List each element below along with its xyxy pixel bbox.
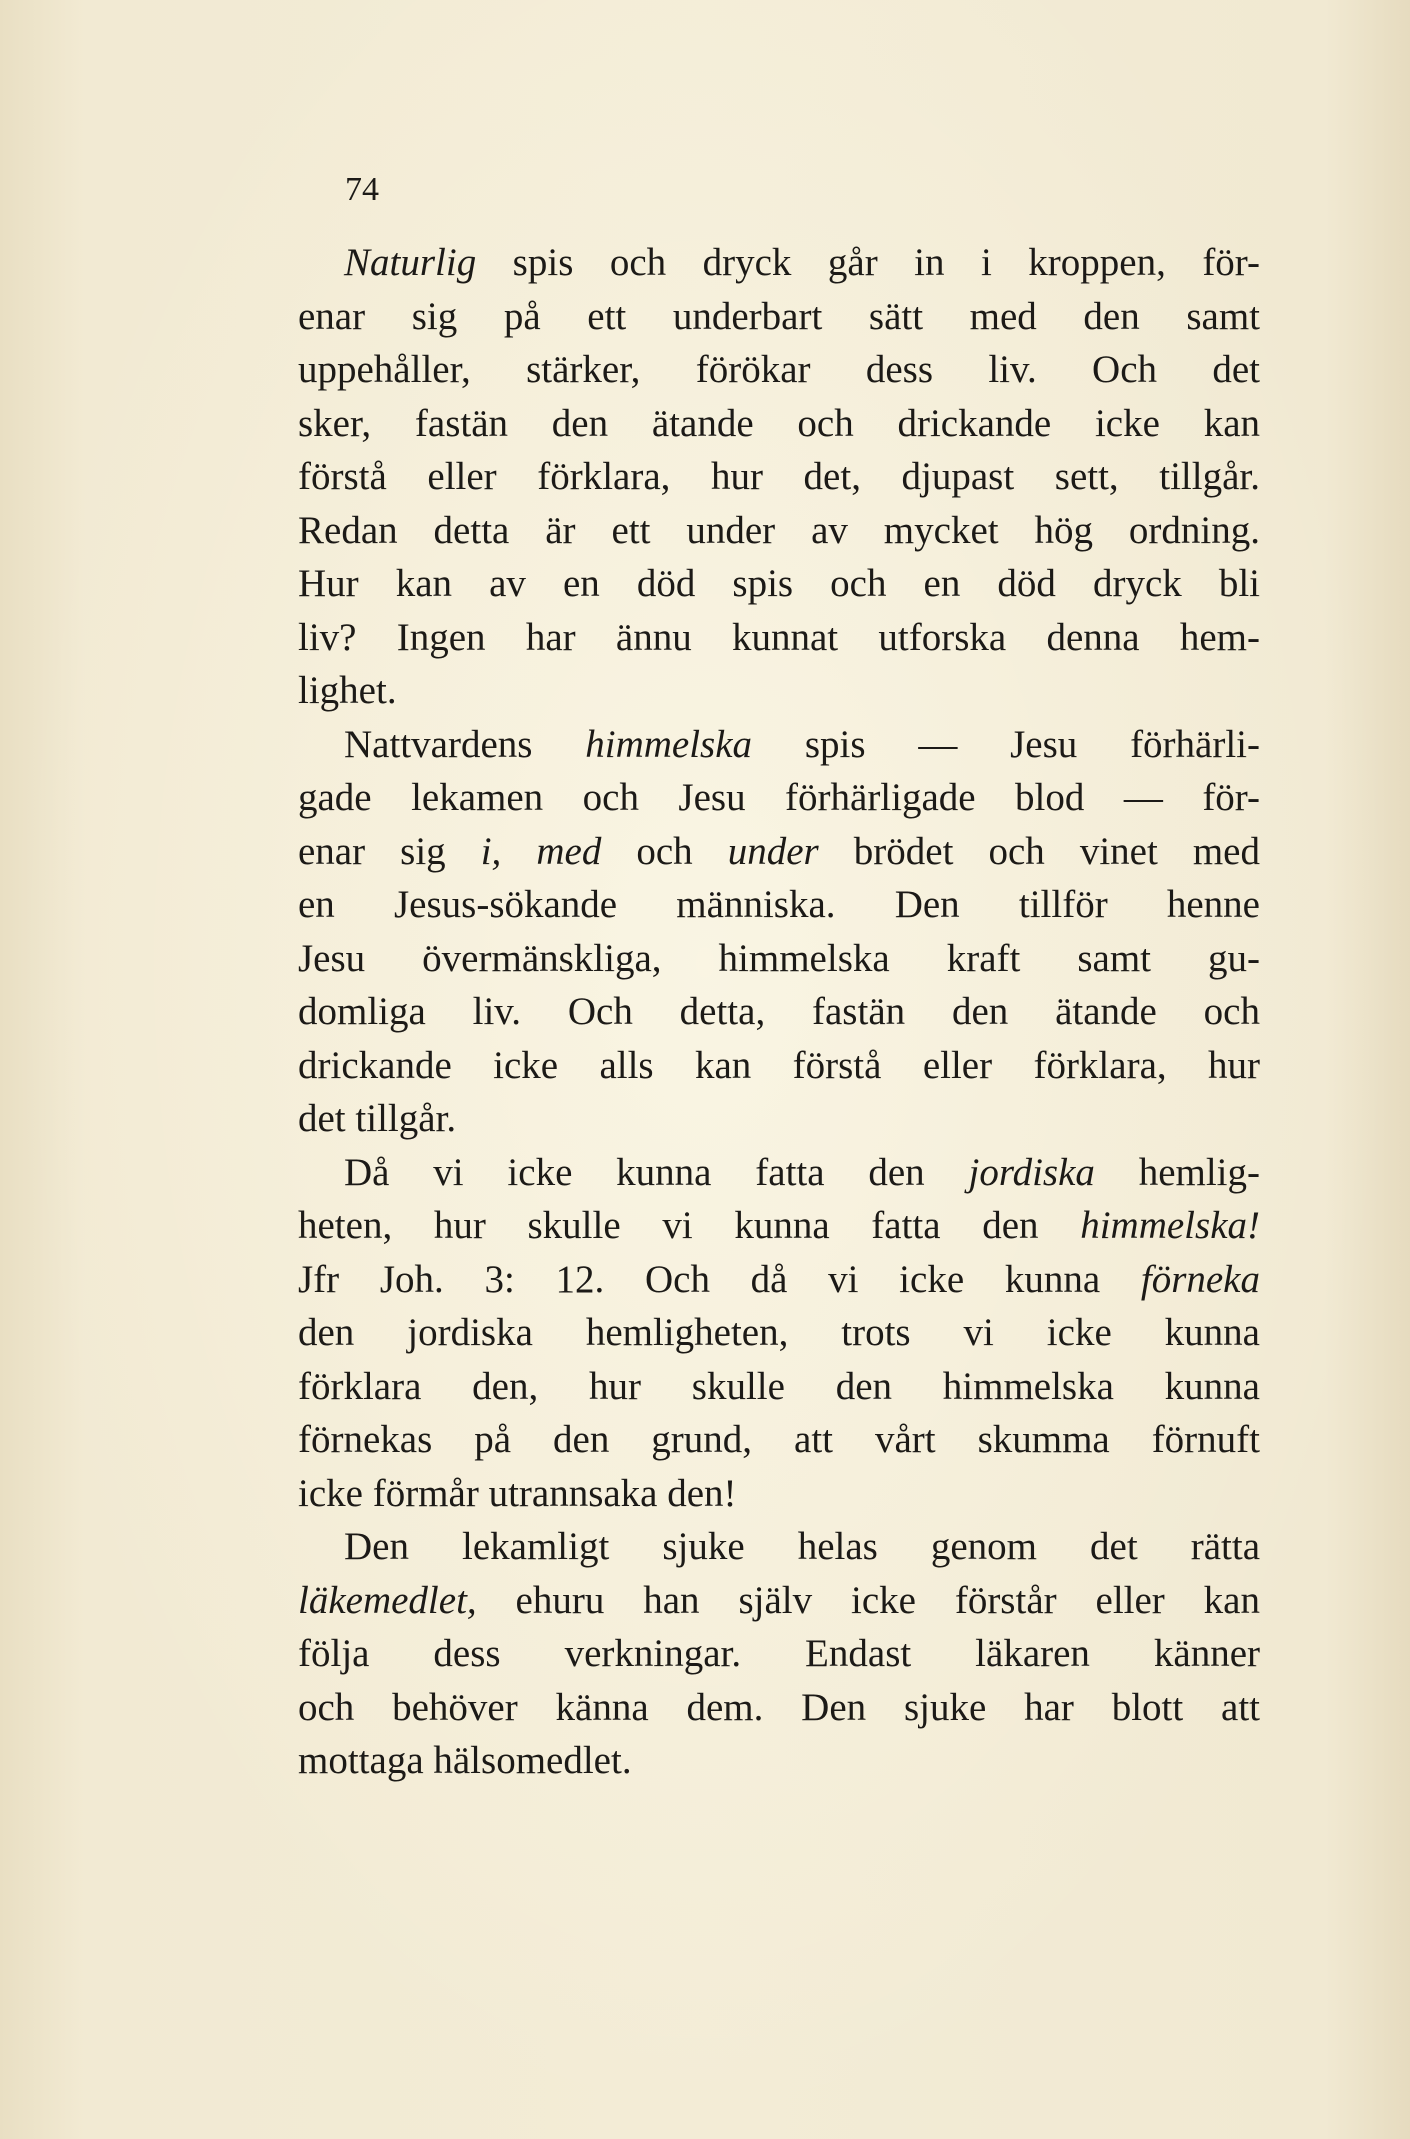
text-run: spis och dryck går in i kroppen, för- bbox=[476, 241, 1260, 284]
text-line bbox=[298, 611, 1260, 665]
text-run: enar sig på ett underbart sätt med den samt bbox=[298, 294, 1260, 338]
text-line bbox=[298, 932, 1260, 986]
text-run: Hur kan av en död spis och en död dryck bli bbox=[298, 562, 1260, 605]
text-line bbox=[298, 397, 1260, 451]
text-run: gade lekamen och Jesu förhärligade blod — för- bbox=[298, 776, 1260, 819]
text-run: den jordiska hemligheten, trots vi icke kunna bbox=[298, 1311, 1260, 1354]
text-line bbox=[298, 450, 1260, 504]
text-run: brödet och vinet med bbox=[818, 829, 1260, 873]
text-line bbox=[298, 343, 1260, 397]
text-run: enar sig bbox=[298, 829, 481, 873]
italic-text-run: jordiska bbox=[968, 1150, 1095, 1194]
text-run: drickande icke alls kan förstå eller förklara, hur bbox=[298, 1043, 1260, 1087]
paragraph bbox=[298, 718, 1260, 1146]
text-line bbox=[298, 1627, 1260, 1681]
text-line bbox=[298, 1520, 1260, 1574]
italic-text-run: himmelska! bbox=[1080, 1204, 1260, 1247]
text-run: och bbox=[601, 829, 728, 873]
paragraph bbox=[298, 1146, 1260, 1521]
text-run: lighet. bbox=[298, 669, 397, 712]
text-line bbox=[298, 1467, 1260, 1521]
text-run: Nattvardens bbox=[344, 722, 586, 766]
text-line bbox=[298, 557, 1260, 611]
text-line bbox=[298, 825, 1260, 879]
text-line bbox=[298, 1574, 1260, 1628]
text-run: Den lekamligt sjuke helas genom det rätta bbox=[344, 1525, 1260, 1568]
text-run: förstå eller förklara, hur det, djupast sett, tillgår. bbox=[298, 455, 1260, 498]
text-run: en Jesus-sökande människa. Den tillför henne bbox=[298, 883, 1260, 926]
text-run: förnekas på den grund, att vårt skumma förnuft bbox=[298, 1418, 1260, 1461]
text-line bbox=[298, 985, 1260, 1039]
text-line bbox=[298, 1039, 1260, 1093]
italic-text-run: himmelska bbox=[585, 722, 753, 766]
text-run: Jesu övermänskliga, himmelska kraft samt gu- bbox=[298, 936, 1260, 980]
italic-text-run: i, med bbox=[480, 829, 602, 873]
text-run: liv? Ingen har ännu kunnat utforska denna hem- bbox=[298, 615, 1260, 659]
text-line bbox=[298, 1734, 1260, 1788]
text-run: och behöver känna dem. Den sjuke har blott att bbox=[298, 1685, 1260, 1729]
paragraph bbox=[298, 1520, 1260, 1788]
text-line bbox=[298, 1253, 1260, 1307]
text-run: uppehåller, stärker, förökar dess liv. Och det bbox=[298, 348, 1260, 391]
text-line bbox=[298, 664, 1260, 718]
italic-text-run: Naturlig bbox=[344, 241, 477, 284]
text-line bbox=[298, 1360, 1260, 1414]
text-line bbox=[298, 771, 1260, 825]
text-run: Då vi icke kunna fatta den bbox=[344, 1150, 969, 1194]
text-line bbox=[298, 290, 1260, 344]
body-text bbox=[298, 236, 1260, 1788]
text-run: spis — Jesu förhärli- bbox=[752, 722, 1260, 766]
text-line bbox=[298, 1413, 1260, 1467]
text-line bbox=[298, 1681, 1260, 1735]
paragraph bbox=[298, 236, 1260, 718]
text-run: följa dess verkningar. Endast läkaren känner bbox=[298, 1632, 1260, 1675]
text-run: sker, fastän den ätande och drickande icke kan bbox=[298, 401, 1260, 445]
italic-text-run: läkemedlet, bbox=[298, 1578, 477, 1622]
text-line bbox=[298, 236, 1260, 290]
text-line bbox=[298, 1146, 1260, 1200]
text-run: det tillgår. bbox=[298, 1097, 457, 1140]
italic-text-run: under bbox=[727, 829, 819, 873]
text-run: icke förmår utrannsaka den! bbox=[298, 1471, 737, 1515]
text-run: mottaga hälsomedlet. bbox=[298, 1739, 632, 1782]
text-line bbox=[298, 878, 1260, 932]
text-run: heten, hur skulle vi kunna fatta den bbox=[298, 1204, 1081, 1247]
text-run: Jfr Joh. 3: 12. Och då vi icke kunna bbox=[298, 1257, 1141, 1301]
text-run: domliga liv. Och detta, fastän den ätande och bbox=[298, 990, 1260, 1033]
page-number: 74 bbox=[345, 171, 379, 208]
text-line bbox=[298, 504, 1260, 558]
text-line bbox=[298, 1306, 1260, 1360]
text-line bbox=[298, 718, 1260, 772]
italic-text-run: förneka bbox=[1140, 1257, 1260, 1301]
text-run: ehuru han själv icke förstår eller kan bbox=[476, 1578, 1260, 1622]
text-run: förklara den, hur skulle den himmelska kunna bbox=[298, 1364, 1260, 1408]
text-line bbox=[298, 1092, 1260, 1146]
text-line bbox=[298, 1199, 1260, 1253]
text-run: hemlig- bbox=[1094, 1150, 1260, 1194]
text-run: Redan detta är ett under av mycket hög ordning. bbox=[298, 508, 1260, 552]
